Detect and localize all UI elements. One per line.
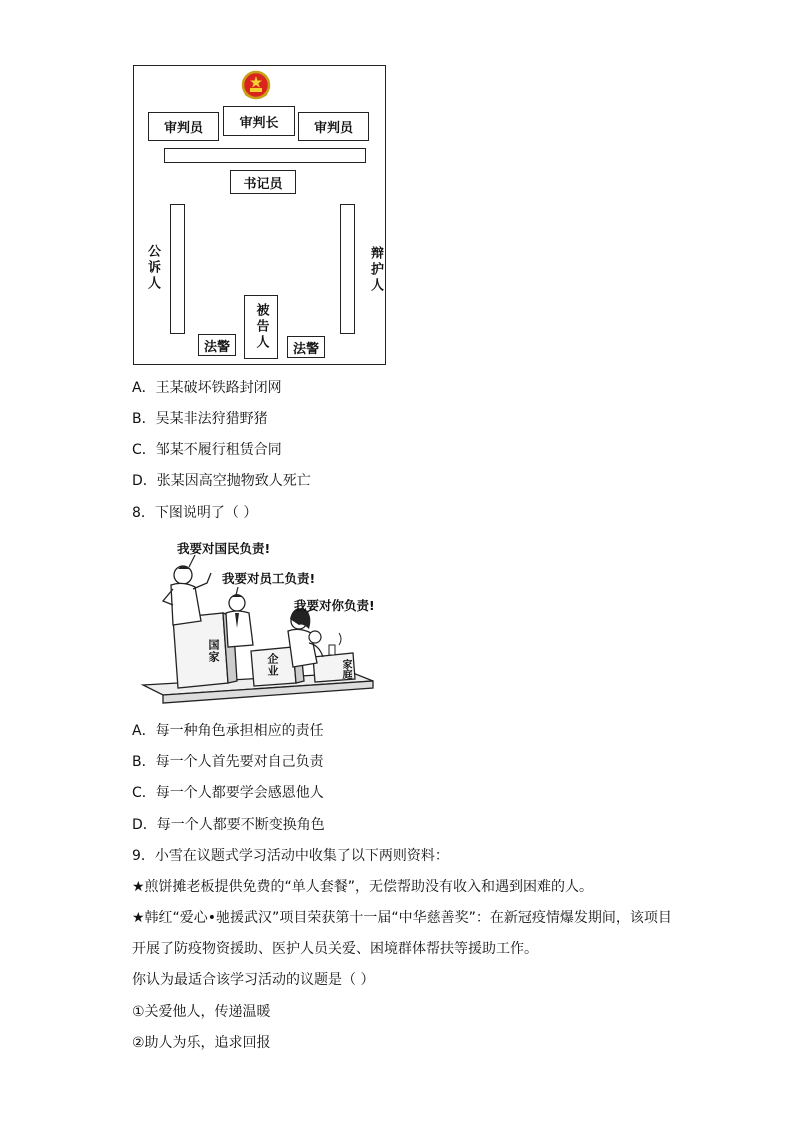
responsibility-cartoon xyxy=(133,533,383,705)
q9-stem: 9．小雪在议题式学习活动中收集了以下两则资料： xyxy=(132,848,449,864)
q9-choice-1: ①关爱他人，传递温暖 xyxy=(132,1004,271,1020)
q9-material-2-line-1: ★韩红“爱心•驰援武汉”项目荣获第十一届“中华慈善奖”：在新冠疫情爆发期间，该项目 xyxy=(132,910,672,926)
police-left-box xyxy=(198,334,236,356)
defendant-box xyxy=(244,295,278,359)
q7-option-a: A．王某破坏铁路封闭网 xyxy=(132,380,282,396)
q8-option-c: C．每一个人都要学会感恩他人 xyxy=(132,785,324,801)
prosecutor-label: 公诉人 xyxy=(145,244,160,292)
speech-nation: 我要对国民负责! xyxy=(177,541,271,556)
q9-material-2-line-2: 开展了防疫物资援助、医护人员关爱、困境群体帮扶等援助工作。 xyxy=(132,941,538,957)
speech-enterprise: 我要对员工负责! xyxy=(222,571,316,586)
police-right-box xyxy=(287,336,325,358)
clerk-label: 书记员 xyxy=(243,176,283,192)
q8-option-b: B．每一个人首先要对自己负责 xyxy=(132,754,324,770)
speech-family: 我要对你负责! xyxy=(294,598,375,613)
cartoon-drawing xyxy=(133,533,383,705)
judge-left-box xyxy=(148,112,219,141)
presiding-judge-box xyxy=(223,106,295,136)
q7-option-c: C．邹某不履行租赁合同 xyxy=(132,442,282,458)
judge-bench xyxy=(164,148,366,163)
q9-choice-2: ②助人为乐，追求回报 xyxy=(132,1035,271,1051)
judge-right-label: 审判员 xyxy=(313,121,353,136)
q8-stem: 8．下图说明了（ ） xyxy=(132,505,258,521)
judge-right-box xyxy=(298,112,369,141)
q8-option-a: A．每一种角色承担相应的责任 xyxy=(132,723,324,739)
defense-label: 辩护人 xyxy=(368,246,383,294)
q7-option-b: B．吴某非法狩猎野猪 xyxy=(132,411,268,427)
prosecutor-table xyxy=(170,204,185,334)
judge-left-label: 审判员 xyxy=(163,121,203,136)
q8-option-d: D．每一个人都要不断变换角色 xyxy=(132,817,325,833)
court-diagram xyxy=(133,65,386,365)
national-emblem-icon xyxy=(240,70,272,102)
label-enterprise: 企业 xyxy=(266,653,279,677)
defendant-label: 被告人 xyxy=(253,303,269,351)
police-left-label: 法警 xyxy=(203,339,230,355)
police-right-label: 法警 xyxy=(292,341,319,357)
q7-option-d: D．张某因高空抛物致人死亡 xyxy=(132,473,311,489)
label-nation: 国家 xyxy=(207,639,220,663)
presiding-judge-label: 审判长 xyxy=(239,115,279,131)
q9-material-1: ★煎饼摊老板提供免费的“单人套餐”，无偿帮助没有收入和遇到困难的人。 xyxy=(132,879,594,895)
clerk-box xyxy=(230,170,296,194)
q9-question: 你认为最适合该学习活动的议题是（ ） xyxy=(132,972,375,988)
defense-table xyxy=(340,204,355,334)
label-family: 家庭 xyxy=(340,659,351,679)
